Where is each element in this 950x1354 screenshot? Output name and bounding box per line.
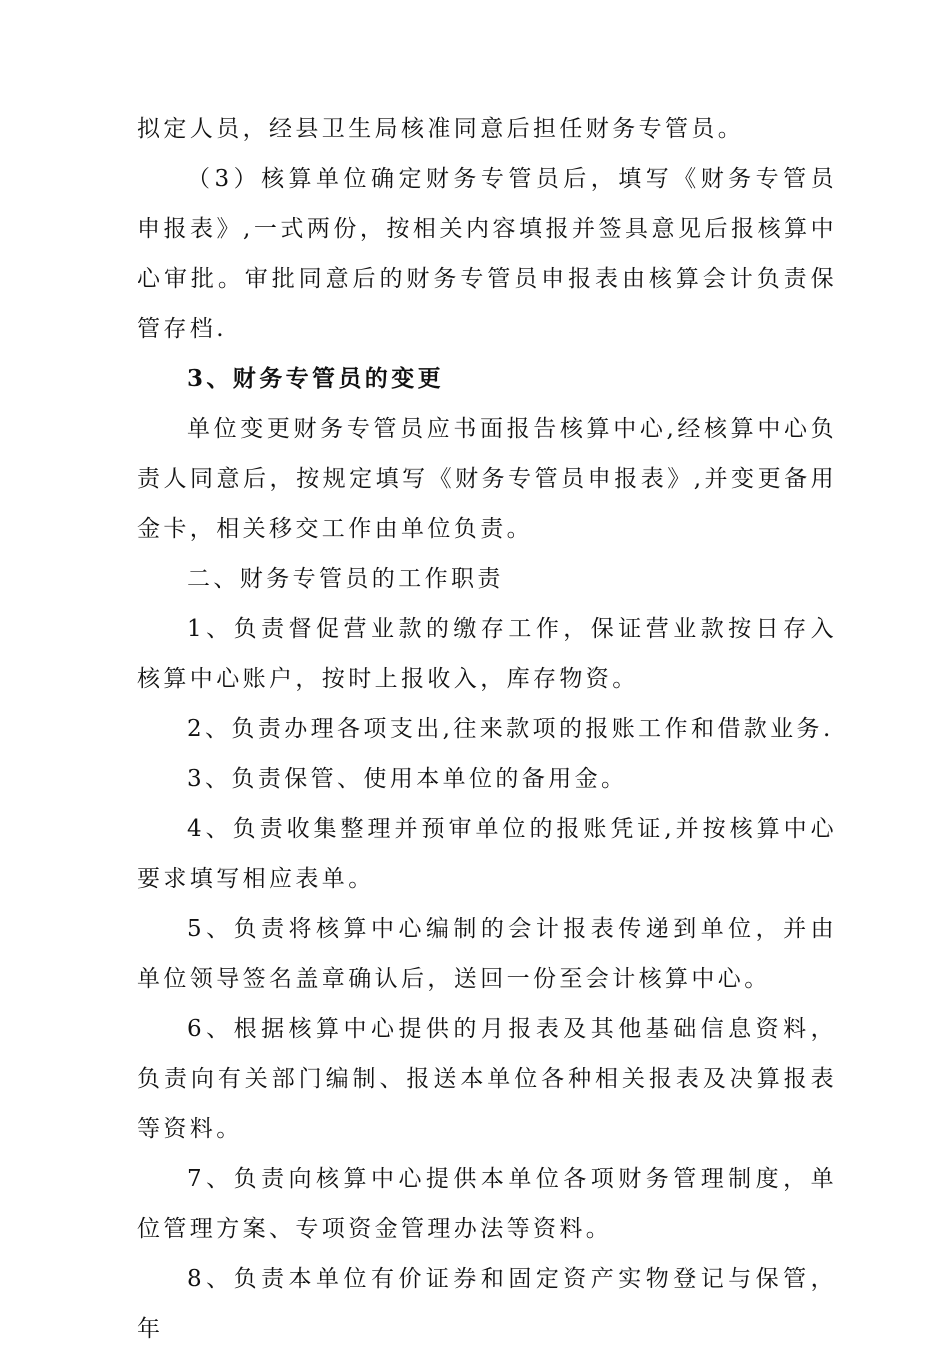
duty-item-6: 6、根据核算中心提供的月报表及其他基础信息资料，负责向有关部门编制、报送本单位各种相关报表及决算报表等资料。 xyxy=(137,1016,837,1142)
duty-item-8: 8、负责本单位有价证券和固定资产实物登记与保管，年 xyxy=(137,1266,837,1342)
document-body xyxy=(137,104,837,1354)
paragraph-4: 单位变更财务专管员应书面报告核算中心,经核算中心负责人同意后，按规定填写《财务专管员申报表》,并变更备用金卡，相关移交工作由单位负责。 xyxy=(137,416,837,542)
section-heading-3: 3、财务专管员的变更 xyxy=(187,365,445,392)
duty-item-5: 5、负责将核算中心编制的会计报表传递到单位，并由单位领导签名盖章确认后，送回一份至会计核算中心。 xyxy=(137,916,837,992)
paragraph-2: （3）核算单位确定财务专管员后，填写《财务专管员申报表》,一式两份，按相关内容填报并签具意见后报核算中心审批。审批同意后的财务专管员申报表由核算会计负责保管存档. xyxy=(137,166,837,342)
duty-item-4: 4、负责收集整理并预审单位的报账凭证,并按核算中心要求填写相应表单。 xyxy=(137,816,837,892)
section-heading-2: 二、财务专管员的工作职责 xyxy=(187,566,504,592)
duty-item-2: 2、负责办理各项支出,往来款项的报账工作和借款业务. xyxy=(187,716,834,742)
duty-item-7: 7、负责向核算中心提供本单位各项财务管理制度，单位管理方案、专项资金管理办法等资料。 xyxy=(137,1166,837,1242)
paragraph-1: 拟定人员，经县卫生局核准同意后担任财务专管员。 xyxy=(137,116,745,142)
duty-item-1: 1、负责督促营业款的缴存工作，保证营业款按日存入核算中心账户，按时上报收入，库存物资。 xyxy=(137,616,837,692)
duty-item-3: 3、负责保管、使用本单位的备用金。 xyxy=(187,766,628,792)
